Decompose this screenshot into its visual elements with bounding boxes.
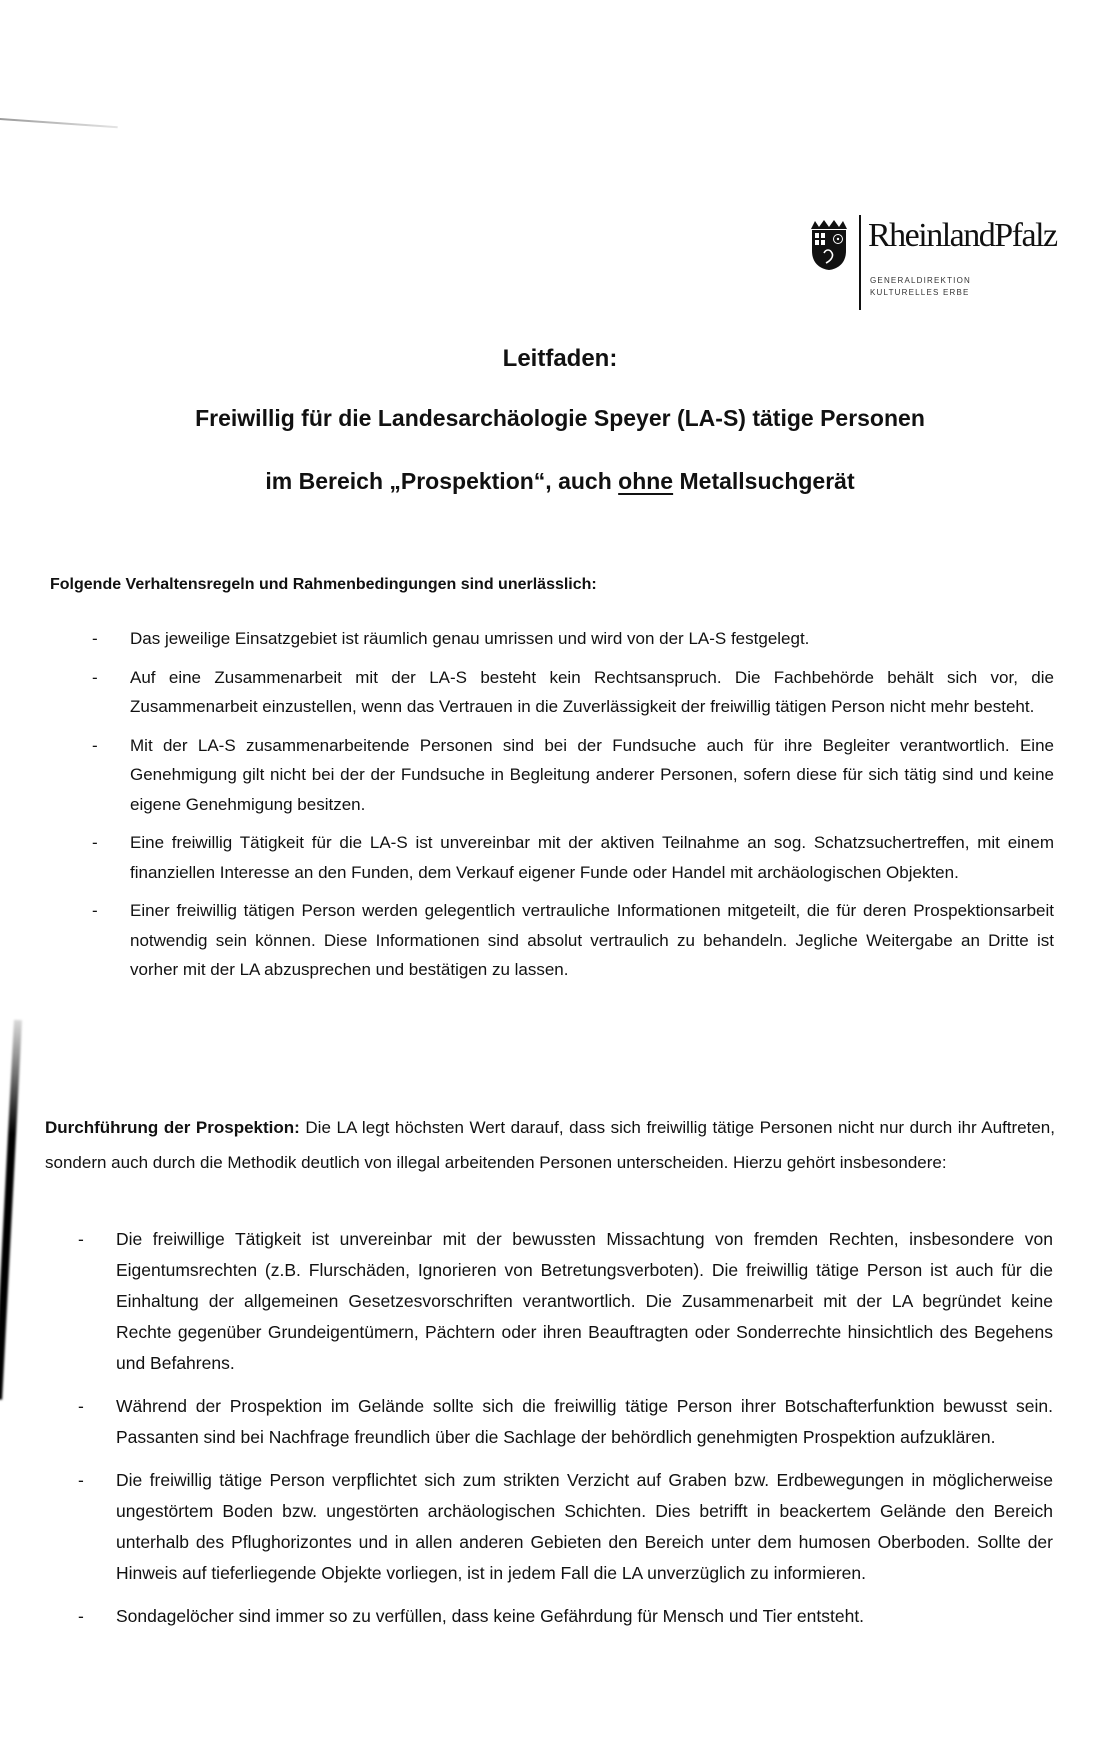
logo-subtitle-line1: GENERALDIREKTION bbox=[870, 276, 971, 285]
list-item-text: Das jeweilige Einsatzgebiet ist räumlich genau umrissen und wird von der LA-S festgelegt. bbox=[130, 629, 810, 648]
list-item bbox=[78, 1465, 1053, 1589]
list-item bbox=[92, 731, 1054, 820]
logo-subtitle-line2: KULTURELLES ERBE bbox=[870, 288, 970, 297]
rheinland-pfalz-logo bbox=[810, 215, 1070, 310]
logo-subtitle bbox=[870, 275, 971, 299]
list-item bbox=[92, 828, 1054, 887]
section2-list bbox=[78, 1224, 1053, 1644]
subtitle-text-before: im Bereich „Prospektion“, auch bbox=[265, 468, 619, 494]
document-title: Leitfaden: bbox=[502, 345, 618, 372]
list-item-text: Mit der LA-S zusammenarbeitende Personen sind bei der Fundsuche auch für ihre Begleiter verantwortlich. Eine Genehmigung gilt nicht bei der der Fundsuche in Begleitung anderer Personen, sofern diese für sich tätig sind und keine eigene Genehmigung besitzen. bbox=[130, 735, 1054, 814]
logo-divider bbox=[859, 215, 861, 310]
document-subtitle-line2 bbox=[0, 468, 1120, 495]
list-item-text: Die freiwillig tätige Person verpflichtet sich zum strikten Verzicht auf Graben bzw. Erdbewegungen in möglicherweise ungestörtem Boden bzw. ungestörten archäologischen Schichten. Dies betrifft in beackertem Gelände den Bereich unterhalb des Pflughorizontes und in allen anderen Gebieten den Bereich unter dem humosen Oberboden. Sollte der Hinweis auf tieferliegende Objekte vorliegen, ist in jedem Fall die LA unverzüglich zu informieren. bbox=[116, 1470, 1053, 1583]
section2-heading: Durchführung der Prospektion: bbox=[45, 1118, 300, 1137]
coat-of-arms-icon bbox=[810, 219, 848, 271]
list-item-text: Auf eine Zusammenarbeit mit der LA-S besteht kein Rechtsanspruch. Die Fachbehörde behält sich vor, die Zusammenarbeit einzustellen, wenn das Vertrauen in die Zuverlässigkeit der freiwillig tätigen Person nicht mehr besteht. bbox=[130, 667, 1054, 716]
subtitle-text-after: Metallsuchgerät bbox=[673, 468, 855, 494]
list-item-text: Die freiwillige Tätigkeit ist unvereinbar mit der bewussten Missachtung von fremden Rechten, insbesondere von Eigentumsrechten (z.B. Flurschäden, Ignorieren von Betretungsverboten). Die freiwillig tätige Person ist auch für die Einhaltung der allgemeinen Gesetzesvorschriften verantwortlich. Die Zusammenarbeit mit der LA begründet keine Rechte gegenüber Grundeigentümern, Pächtern oder ihren Beauftragten oder Sonderrechte hinsichtlich des Begehens und Befahrens. bbox=[116, 1229, 1053, 1373]
bullet-dash: - bbox=[92, 833, 98, 852]
scan-artifact-line bbox=[0, 118, 118, 128]
bullet-dash: - bbox=[92, 667, 98, 687]
bullet-dash: - bbox=[92, 901, 98, 920]
section2-intro-text: Die LA legt höchsten Wert darauf, dass sich freiwillig tätige Personen nicht nur durch ihr Auftreten, sondern auch durch die Methodik deutlich von illegal arbeitenden Personen unterscheiden. Hierzu gehört insbesondere: bbox=[45, 1118, 1055, 1172]
list-item bbox=[92, 624, 1054, 654]
bullet-dash: - bbox=[78, 1470, 84, 1490]
section1-list bbox=[92, 624, 1054, 994]
list-item bbox=[92, 896, 1054, 985]
list-item bbox=[92, 663, 1054, 722]
list-item bbox=[78, 1224, 1053, 1379]
bullet-dash: - bbox=[78, 1606, 84, 1626]
list-item bbox=[78, 1391, 1053, 1453]
bullet-dash: - bbox=[78, 1396, 84, 1416]
list-item-text: Einer freiwillig tätigen Person werden gelegentlich vertrauliche Informationen mitgeteilt, die für deren Prospektionsarbeit notwendig sein können. Diese Informationen sind absolut vertraulich zu behandeln. Jegliche Weitergabe an Dritte ist vorher mit der LA abzusprechen und bestätigen zu lassen. bbox=[130, 901, 1054, 979]
list-item-text: Sondagelöcher sind immer so zu verfüllen, dass keine Gefährdung für Mensch und Tier entsteht. bbox=[116, 1606, 865, 1626]
bullet-dash: - bbox=[92, 629, 98, 648]
bullet-dash: - bbox=[92, 735, 98, 755]
document-subtitle-line1: Freiwillig für die Landesarchäologie Speyer (LA-S) tätige Personen bbox=[195, 405, 925, 431]
logo-wordmark: RheinlandPfalz bbox=[868, 217, 1057, 254]
list-item-text: Eine freiwillig Tätigkeit für die LA-S ist unvereinbar mit der aktiven Teilnahme an sog. Schatzsuchertreffen, mit einem finanziellen Interesse an den Funden, dem Verkauf eigener Funde oder Handel mit archäologischen Objekten. bbox=[130, 833, 1054, 882]
list-item bbox=[78, 1601, 1053, 1632]
list-item-text: Während der Prospektion im Gelände sollte sich die freiwillig tätige Person ihrer Botschafterfunktion bewusst sein. Passanten sind bei Nachfrage freundlich über die Sachlage der behördlich genehmigten Prospektion aufzuklären. bbox=[116, 1396, 1053, 1447]
section1-heading: Folgende Verhaltensregeln und Rahmenbedingungen sind unerlässlich: bbox=[50, 576, 597, 593]
scan-artifact-edge bbox=[0, 1020, 22, 1400]
bullet-dash: - bbox=[78, 1229, 84, 1249]
subtitle-underlined-word: ohne bbox=[618, 468, 674, 494]
section2-intro bbox=[45, 1110, 1055, 1180]
